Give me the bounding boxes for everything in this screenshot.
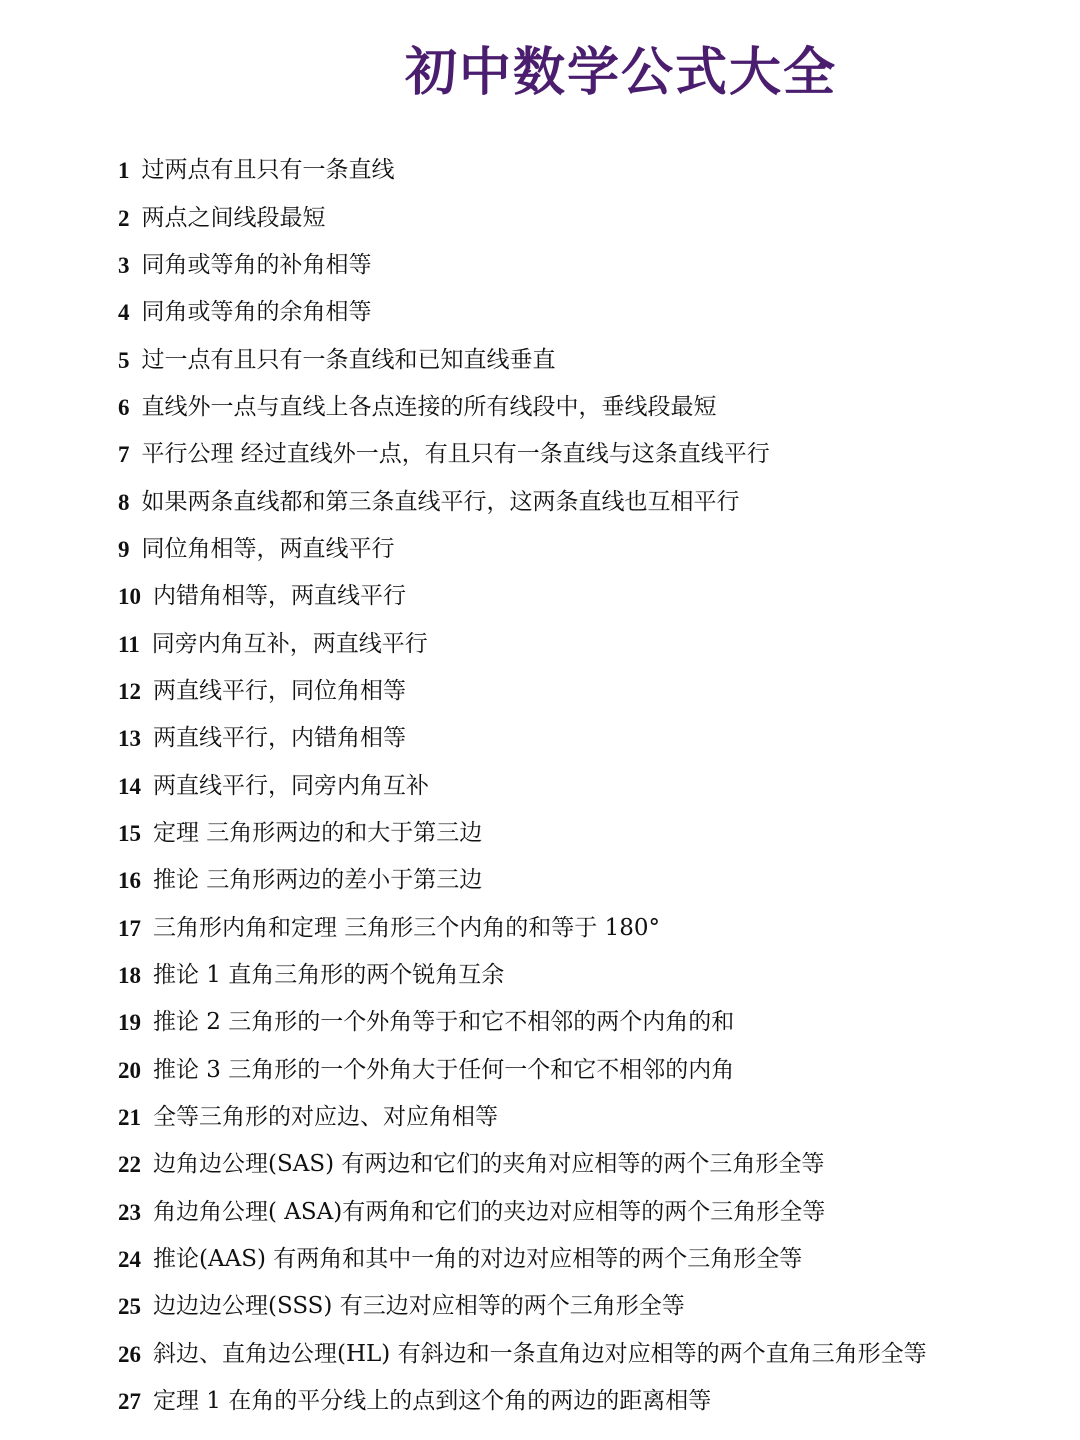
list-item [118, 384, 1058, 431]
item-number: 8 [118, 489, 130, 515]
item-number: 2 [118, 205, 130, 231]
item-number: 14 [118, 773, 141, 799]
item-number: 25 [118, 1294, 141, 1320]
list-item [118, 715, 1058, 762]
item-text: 两点之间线段最短 [141, 204, 326, 231]
list-item [118, 289, 1058, 336]
item-number: 4 [118, 300, 130, 326]
list-item [118, 905, 1058, 952]
item-number: 19 [118, 1010, 141, 1036]
item-number: 5 [118, 347, 130, 373]
list-item [118, 810, 1058, 857]
item-number: 22 [118, 1152, 141, 1178]
item-text: 内错角相等，两直线平行 [153, 583, 406, 610]
formula-list [118, 147, 1058, 1425]
item-text: 定理 1 在角的平分线上的点到这个角的两边的距离相等 [153, 1388, 712, 1415]
item-number: 27 [118, 1389, 141, 1415]
item-text: 三角形内角和定理 三角形三个内角的和等于 180° [153, 914, 661, 941]
item-number: 23 [118, 1199, 141, 1225]
item-number: 10 [118, 584, 141, 610]
list-item [118, 431, 1058, 478]
list-item [118, 1141, 1058, 1188]
list-item [118, 1236, 1058, 1283]
item-text: 同角或等角的余角相等 [141, 299, 372, 326]
list-item [118, 242, 1058, 289]
list-item [118, 147, 1058, 194]
item-number: 6 [118, 394, 130, 420]
list-item [118, 1283, 1058, 1330]
item-text: 两直线平行，内错角相等 [153, 725, 406, 752]
list-item [118, 194, 1058, 241]
page-title: 初中数学公式大全 [405, 43, 838, 103]
list-item [118, 762, 1058, 809]
list-item [118, 478, 1058, 525]
list-item [118, 1189, 1058, 1236]
item-text: 推论(AAS) 有两角和其中一角的对边对应相等的两个三角形全等 [153, 1246, 803, 1273]
list-item [118, 1378, 1058, 1425]
item-number: 9 [118, 536, 130, 562]
list-item [118, 668, 1058, 715]
item-text: 全等三角形的对应边、对应角相等 [153, 1104, 498, 1131]
item-text: 边边边公理(SSS) 有三边对应相等的两个三角形全等 [153, 1293, 685, 1320]
item-number: 20 [118, 1057, 141, 1083]
item-number: 12 [118, 678, 141, 704]
list-item [118, 857, 1058, 904]
list-item [118, 1047, 1058, 1094]
item-number: 7 [118, 442, 130, 468]
item-text: 推论 3 三角形的一个外角大于任何一个和它不相邻的内角 [153, 1056, 735, 1083]
item-number: 1 [118, 158, 130, 184]
item-number: 26 [118, 1341, 141, 1367]
item-number: 21 [118, 1105, 141, 1131]
list-item [118, 336, 1058, 383]
item-text: 同旁内角互补，两直线平行 [151, 630, 428, 657]
item-number: 18 [118, 963, 141, 989]
item-text: 定理 三角形两边的和大于第三边 [153, 819, 483, 846]
item-text: 两直线平行，同旁内角互补 [153, 772, 429, 799]
list-item [118, 952, 1058, 999]
item-number: 3 [118, 252, 130, 278]
list-item [118, 1331, 1058, 1378]
item-text: 推论 1 直角三角形的两个锐角互余 [153, 962, 505, 989]
item-text: 如果两条直线都和第三条直线平行，这两条直线也互相平行 [141, 488, 740, 515]
item-text: 同位角相等，两直线平行 [141, 535, 395, 562]
item-number: 17 [118, 915, 141, 941]
item-text: 边角边公理(SAS) 有两边和它们的夹角对应相等的两个三角形全等 [153, 1151, 825, 1178]
item-number: 16 [118, 868, 141, 894]
item-text: 推论 三角形两边的差小于第三边 [153, 867, 483, 894]
list-item [118, 526, 1058, 573]
item-text: 两直线平行，同位角相等 [153, 677, 406, 704]
item-text: 同角或等角的补角相等 [141, 251, 372, 278]
item-text: 直线外一点与直线上各点连接的所有线段中，垂线段最短 [141, 393, 717, 420]
item-text: 过两点有且只有一条直线 [141, 157, 395, 184]
item-text: 推论 2 三角形的一个外角等于和它不相邻的两个内角的和 [153, 1009, 735, 1036]
list-item [118, 573, 1058, 620]
item-number: 15 [118, 820, 141, 846]
list-item [118, 999, 1058, 1046]
list-item [118, 620, 1058, 667]
item-text: 过一点有且只有一条直线和已知直线垂直 [141, 346, 556, 373]
item-text: 角边角公理( ASA)有两角和它们的夹边对应相等的两个三角形全等 [153, 1198, 826, 1225]
item-number: 24 [118, 1247, 141, 1273]
list-item [118, 1094, 1058, 1141]
item-text: 平行公理 经过直线外一点，有且只有一条直线与这条直线平行 [141, 441, 770, 468]
item-text: 斜边、直角边公理(HL) 有斜边和一条直角边对应相等的两个直角三角形全等 [153, 1340, 927, 1367]
item-number: 11 [118, 631, 140, 657]
item-number: 13 [118, 726, 141, 752]
